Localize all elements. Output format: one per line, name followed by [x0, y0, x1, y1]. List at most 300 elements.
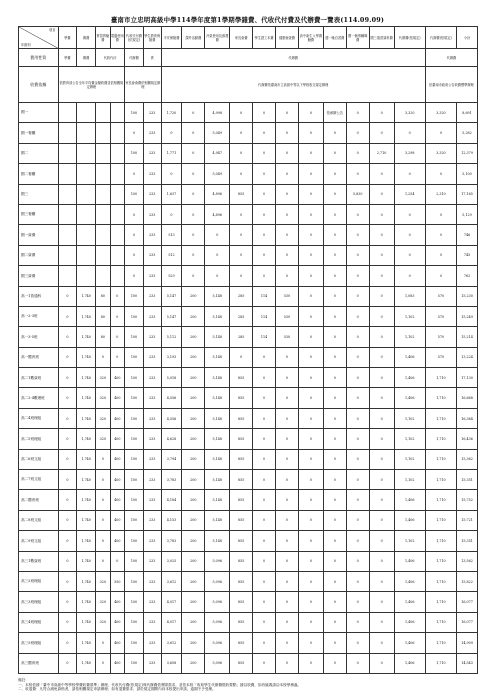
- header-geren: 學生證工本費: [253, 27, 276, 49]
- fee-cell: 0: [182, 164, 205, 184]
- fee-cell: 200: [182, 429, 205, 449]
- fee-cell: 0: [298, 653, 323, 673]
- fee-cell: 0: [346, 245, 369, 265]
- fee-cell: 5,096: [205, 571, 230, 591]
- fee-cell: 0: [58, 490, 77, 510]
- fee-cell: 0: [323, 510, 346, 530]
- fee-cell: 233: [143, 225, 161, 245]
- fee-cell: 0: [230, 164, 253, 184]
- basis-note-d: 代辦費依臺南市立高級中等以下學校收支規定辦理: [161, 67, 425, 103]
- fee-cell: 1,740: [77, 510, 96, 530]
- fee-cell: 320: [96, 388, 111, 408]
- fee-cell: [110, 204, 125, 224]
- fee-cell: 依承辦公告: [323, 103, 346, 123]
- basis-label: 收費依據: [19, 67, 59, 103]
- fee-cell: 0: [298, 225, 323, 245]
- fee-cell: 0: [369, 653, 394, 673]
- fee-cell: 200: [182, 347, 205, 367]
- fee-cell: 4,947: [205, 143, 230, 163]
- fee-cell: 1,710: [425, 449, 456, 469]
- footnotes: [18, 678, 478, 692]
- fee-cell: [77, 123, 96, 143]
- fee-cell: 0: [276, 408, 299, 428]
- table-row: [19, 388, 478, 408]
- fee-cell: 0: [323, 592, 346, 612]
- fee-cell: 400: [110, 449, 125, 469]
- fee-cell: 855: [230, 612, 253, 632]
- fee-cell: 0: [369, 103, 394, 123]
- fee-cell: 5,129: [457, 204, 478, 224]
- fee-cell: [110, 184, 125, 204]
- fee-cell: 0: [253, 368, 276, 388]
- fee-cell: 233: [143, 204, 161, 224]
- fee-cell: 0: [230, 266, 253, 286]
- fee-cell: 0: [323, 143, 346, 163]
- grade-cell: 高一1普通科: [19, 286, 59, 306]
- fee-cell: 1,740: [77, 286, 96, 306]
- fee-cell: 0: [253, 408, 276, 428]
- fee-cell: 12,379: [457, 143, 478, 163]
- fee-cell: 200: [182, 388, 205, 408]
- fee-cell: 5,147: [161, 286, 182, 306]
- fee-cell: 15,351: [457, 470, 478, 490]
- fee-cell: 0: [346, 123, 369, 143]
- fee-cell: 233: [143, 347, 161, 367]
- fee-cell: 0: [110, 327, 125, 347]
- grade-cell: 高二5班理組: [19, 429, 59, 449]
- fee-cell: 0: [253, 388, 276, 408]
- fee-cell: 0: [253, 429, 276, 449]
- fee-cell: 200: [182, 286, 205, 306]
- fee-cell: 855: [230, 633, 253, 653]
- fee-cell: 233: [143, 612, 161, 632]
- fee-cell: 0: [298, 531, 323, 551]
- table-row: [19, 571, 478, 591]
- header-heyue: 平安保險費: [161, 27, 182, 49]
- fee-cell: 5,282: [457, 123, 478, 143]
- fee-cell: [110, 266, 125, 286]
- fee-cell: 3,658: [161, 653, 182, 673]
- fee-cell: 570: [425, 306, 456, 326]
- fee-cell: 0: [323, 286, 346, 306]
- fee-cell: 0: [369, 490, 394, 510]
- fee-cell: 100: [125, 470, 144, 490]
- fee-cell: 0: [58, 327, 77, 347]
- fee-cell: 15,351: [457, 531, 478, 551]
- grade-cell: 高一3-5班: [19, 327, 59, 347]
- fee-cell: 400: [110, 531, 125, 551]
- fee-cell: 0: [369, 123, 394, 143]
- fee-cell: 233: [143, 286, 161, 306]
- fee-cell: 0: [182, 143, 205, 163]
- fee-cell: 4,556: [161, 388, 182, 408]
- fee-cell: 4,556: [161, 408, 182, 428]
- fee-cell: 0: [253, 103, 276, 123]
- sub-dian: 代辦費: [161, 49, 425, 67]
- fee-cell: 0: [276, 245, 299, 265]
- fee-cell: 0: [394, 164, 425, 184]
- fee-cell: [58, 225, 77, 245]
- fee-cell: 0: [369, 612, 394, 632]
- fee-cell: 0: [58, 347, 77, 367]
- fee-cell: 15,249: [457, 306, 478, 326]
- sub-bian: 代辦費: [125, 49, 144, 67]
- header-daishou: 代收代付費(依規定): [125, 27, 144, 49]
- fee-cell: 0: [369, 266, 394, 286]
- fee-cell: 0: [276, 633, 299, 653]
- fee-cell: 0: [253, 551, 276, 571]
- fee-cell: 16,077: [457, 612, 478, 632]
- fee-cell: 100: [125, 388, 144, 408]
- fee-cell: 0: [323, 653, 346, 673]
- fee-cell: 0: [369, 510, 394, 530]
- fee-cell: 1,710: [425, 592, 456, 612]
- fee-cell: 1,406: [394, 388, 425, 408]
- header-diannao: 電腦使用費: [110, 27, 125, 49]
- fee-cell: 0: [253, 245, 276, 265]
- fee-cell: 320: [96, 429, 111, 449]
- fee-cell: 0: [161, 123, 182, 143]
- fee-cell: 200: [182, 551, 205, 571]
- fee-cell: 100: [125, 347, 144, 367]
- fee-cell: [58, 266, 77, 286]
- fee-cell: 15,822: [457, 571, 478, 591]
- grade-cell: 高二7班文組: [19, 470, 59, 490]
- fee-cell: 513: [161, 225, 182, 245]
- fee-cell: 200: [182, 592, 205, 612]
- fee-cell: 0: [253, 164, 276, 184]
- fee-cell: 233: [143, 408, 161, 428]
- basis-note-b: 家長會會費依相關規定辦理: [125, 67, 161, 103]
- fee-cell: 0: [96, 490, 111, 510]
- fee-cell: 570: [425, 347, 456, 367]
- fee-cell: 1,740: [77, 388, 96, 408]
- fee-cell: 0: [346, 490, 369, 510]
- fee-cell: [58, 143, 77, 163]
- sub-zafei: 雜費: [77, 49, 96, 67]
- fee-cell: [96, 225, 111, 245]
- fee-cell: 2,710: [369, 143, 394, 163]
- fee-cell: 0: [230, 347, 253, 367]
- grade-cell: 高三2班理組: [19, 571, 59, 591]
- fee-cell: 200: [182, 653, 205, 673]
- fee-cell: 0: [369, 327, 394, 347]
- fee-cell: 80: [96, 327, 111, 347]
- fee-cell: 1,710: [425, 612, 456, 632]
- header-fudao: 國一個別輔導費: [346, 27, 369, 49]
- fee-cell: 1,710: [425, 388, 456, 408]
- fee-cell: 1,740: [77, 612, 96, 632]
- fee-cell: 0: [276, 429, 299, 449]
- table-row: [19, 449, 478, 469]
- fee-cell: 100: [125, 408, 144, 428]
- fee-cell: 100: [125, 653, 144, 673]
- fee-cell: 855: [230, 531, 253, 551]
- fee-cell: 0: [276, 653, 299, 673]
- table-row: [19, 490, 478, 510]
- table-row: [19, 653, 478, 673]
- fee-cell: 0: [276, 347, 299, 367]
- fee-cell: 1,740: [77, 470, 96, 490]
- table-row: [19, 368, 478, 388]
- fee-cell: 0: [298, 204, 323, 224]
- fee-cell: 5,148: [205, 286, 230, 306]
- fee-cell: 200: [182, 470, 205, 490]
- fee-cell: 0: [425, 204, 456, 224]
- fee-cell: 0: [276, 510, 299, 530]
- fee-cell: 0: [58, 368, 77, 388]
- fee-cell: 1,637: [161, 184, 182, 204]
- header-jiandu: 週一晚自習費: [323, 27, 346, 49]
- fee-cell: 0: [298, 612, 323, 632]
- fee-cell: 233: [143, 164, 161, 184]
- fee-cell: 0: [346, 347, 369, 367]
- fee-cell: 855: [230, 490, 253, 510]
- fee-cell: 0: [369, 592, 394, 612]
- fee-cell: 1,740: [77, 571, 96, 591]
- fee-cell: [58, 184, 77, 204]
- fee-cell: 0: [298, 368, 323, 388]
- fee-cell: 233: [143, 633, 161, 653]
- header-baoxian: 家長會費: [230, 27, 253, 49]
- fee-cell: 1,406: [394, 510, 425, 530]
- grade-cell: 高二8班文組: [19, 510, 59, 530]
- fee-cell: 233: [143, 592, 161, 612]
- fee-cell: 0: [58, 388, 77, 408]
- table-row: [19, 225, 478, 245]
- fee-cell: 0: [96, 449, 111, 469]
- fee-cell: 0: [298, 266, 323, 286]
- fee-cell: 1,740: [77, 653, 96, 673]
- fee-cell: 0: [125, 204, 144, 224]
- fee-cell: 3,783: [161, 470, 182, 490]
- fee-cell: 0: [253, 510, 276, 530]
- fee-cell: 1,740: [77, 490, 96, 510]
- fee-cell: 100: [125, 368, 144, 388]
- table-row: [19, 103, 478, 123]
- fee-cell: 0: [298, 143, 323, 163]
- grade-cell: 國三資優: [19, 266, 59, 286]
- fee-cell: 100: [125, 449, 144, 469]
- fee-cell: 530: [276, 306, 299, 326]
- fee-cell: 0: [205, 245, 230, 265]
- grade-cell: 高二1數資班: [19, 368, 59, 388]
- fee-cell: 5,148: [205, 470, 230, 490]
- fee-cell: 80: [96, 286, 111, 306]
- fee-cell: 0: [323, 551, 346, 571]
- fee-cell: 0: [253, 204, 276, 224]
- fee-cell: 855: [230, 449, 253, 469]
- fee-cell: 855: [230, 429, 253, 449]
- fee-cell: 0: [276, 204, 299, 224]
- subheader-row: [19, 49, 478, 67]
- fee-cell: 5,148: [205, 429, 230, 449]
- fee-cell: 0: [298, 286, 323, 306]
- fee-cell: 400: [110, 429, 125, 449]
- fee-cell: 0: [298, 347, 323, 367]
- grade-cell: 國三: [19, 184, 59, 204]
- fee-cell: 100: [125, 612, 144, 632]
- fee-cell: 0: [276, 551, 299, 571]
- fee-cell: 5,148: [205, 368, 230, 388]
- fee-cell: 0: [276, 184, 299, 204]
- fee-cell: 5,018: [161, 368, 182, 388]
- sub-xuefei: 學費: [58, 49, 77, 67]
- grade-cell: 高三體育班: [19, 653, 59, 673]
- fee-cell: 1,740: [77, 347, 96, 367]
- fee-cell: 0: [58, 510, 77, 530]
- fee-cell: 13,224: [457, 347, 478, 367]
- fee-cell: 200: [182, 612, 205, 632]
- fee-cell: 400: [110, 653, 125, 673]
- fee-cell: 0: [182, 103, 205, 123]
- grade-cell: 國一: [19, 103, 59, 123]
- fee-cell: [96, 184, 111, 204]
- fee-cell: 0: [298, 184, 323, 204]
- fee-cell: 0: [161, 204, 182, 224]
- fee-cell: 0: [253, 449, 276, 469]
- fee-cell: 1,406: [394, 612, 425, 632]
- corner-header-cell: [19, 27, 59, 49]
- fee-cell: 400: [110, 408, 125, 428]
- table-row: [19, 184, 478, 204]
- fee-cell: 114: [253, 286, 276, 306]
- fee-cell: 0: [276, 123, 299, 143]
- fee-cell: 0: [230, 103, 253, 123]
- fee-cell: 1,406: [394, 633, 425, 653]
- fee-cell: 200: [182, 408, 205, 428]
- fee-cell: 1,710: [425, 408, 456, 428]
- fee-cell: 0: [323, 408, 346, 428]
- fee-cell: 0: [276, 571, 299, 591]
- fee-cell: 855: [230, 551, 253, 571]
- fee-cell: 0: [323, 204, 346, 224]
- fee-cell: 0: [253, 592, 276, 612]
- fee-cell: 100: [125, 143, 144, 163]
- fee-cell: 320: [96, 408, 111, 428]
- fee-cell: 0: [58, 592, 77, 612]
- fee-cell: 233: [143, 510, 161, 530]
- fee-cell: 0: [425, 225, 456, 245]
- fee-cell: 5,148: [205, 510, 230, 530]
- fee-cell: 400: [110, 510, 125, 530]
- fee-cell: 200: [182, 449, 205, 469]
- fee-table: [18, 26, 478, 674]
- fee-cell: [96, 204, 111, 224]
- fee-cell: 0: [346, 531, 369, 551]
- fee-cell: 0: [323, 571, 346, 591]
- fee-cell: 100: [125, 327, 144, 347]
- fee-cell: 0: [276, 592, 299, 612]
- fee-cell: 0: [346, 653, 369, 673]
- fee-cell: 233: [143, 143, 161, 163]
- fee-cell: 0: [323, 327, 346, 347]
- fee-cell: 400: [110, 633, 125, 653]
- fee-cell: 0: [323, 184, 346, 204]
- fee-cell: 0: [125, 164, 144, 184]
- fee-cell: 200: [182, 327, 205, 347]
- fee-cell: 5,049: [205, 123, 230, 143]
- fee-cell: 0: [253, 490, 276, 510]
- fee-cell: 0: [394, 123, 425, 143]
- fee-cell: 5,148: [205, 347, 230, 367]
- fee-cell: 0: [182, 204, 205, 224]
- fee-cell: 0: [369, 551, 394, 571]
- fee-cell: 0: [298, 123, 323, 143]
- fee-cell: [96, 103, 111, 123]
- fee-cell: 855: [230, 653, 253, 673]
- fee-cell: 4,896: [205, 184, 230, 204]
- fee-cell: 0: [323, 123, 346, 143]
- table-row: [19, 327, 478, 347]
- fee-cell: 285: [230, 306, 253, 326]
- fee-cell: 100: [125, 184, 144, 204]
- fee-cell: 0: [369, 429, 394, 449]
- fee-cell: 0: [276, 164, 299, 184]
- fee-cell: 550: [110, 571, 125, 591]
- fee-cell: 0: [110, 286, 125, 306]
- fee-cell: 0: [182, 123, 205, 143]
- fee-cell: 200: [182, 490, 205, 510]
- fee-cell: 0: [58, 286, 77, 306]
- fee-cell: [58, 103, 77, 123]
- fee-cell: 0: [323, 388, 346, 408]
- fee-cell: 0: [125, 245, 144, 265]
- fee-cell: 570: [425, 286, 456, 306]
- fee-cell: [110, 245, 125, 265]
- fee-cell: 17,130: [457, 368, 478, 388]
- fee-cell: 0: [369, 449, 394, 469]
- header-huaji: 健康檢查費: [276, 27, 299, 49]
- fee-cell: 100: [125, 429, 144, 449]
- fee-cell: 0: [346, 612, 369, 632]
- fee-cell: 15,230: [457, 286, 478, 306]
- fee-cell: 0: [346, 551, 369, 571]
- fee-cell: 1,740: [77, 551, 96, 571]
- sub-shi: 實: [143, 49, 161, 67]
- fee-cell: 3,320: [425, 103, 456, 123]
- fee-cell: [96, 245, 111, 265]
- fee-cell: 0: [346, 449, 369, 469]
- fee-cell: 0: [253, 470, 276, 490]
- grade-cell: 高一體育班: [19, 347, 59, 367]
- fee-cell: 0: [298, 470, 323, 490]
- fee-cell: [110, 143, 125, 163]
- fee-cell: 200: [182, 571, 205, 591]
- fee-cell: 0: [323, 306, 346, 326]
- fee-cell: 114: [253, 306, 276, 326]
- fee-cell: 0: [230, 225, 253, 245]
- fee-cell: 1,710: [425, 429, 456, 449]
- fee-cell: 0: [298, 551, 323, 571]
- table-row: [19, 612, 478, 632]
- fee-cell: 0: [182, 184, 205, 204]
- fee-cell: 16,077: [457, 592, 478, 612]
- fee-cell: 0: [369, 204, 394, 224]
- document-title: 臺南市立忠明高級中學114學年度第1學期學雜費、代收代付費及代辦費一覽表(114.09.09): [110, 16, 385, 24]
- fee-cell: 0: [253, 123, 276, 143]
- fee-cell: 1,710: [425, 510, 456, 530]
- fee-cell: 1,710: [425, 531, 456, 551]
- fee-cell: 0: [253, 266, 276, 286]
- fee-cell: 0: [323, 531, 346, 551]
- fee-cell: 0: [182, 266, 205, 286]
- fee-cell: [77, 266, 96, 286]
- header-xiaoyuan: 高中新生入學測驗費: [298, 27, 323, 49]
- fee-cell: 3,612: [161, 571, 182, 591]
- fee-cell: 0: [298, 388, 323, 408]
- fee-cell: 0: [298, 490, 323, 510]
